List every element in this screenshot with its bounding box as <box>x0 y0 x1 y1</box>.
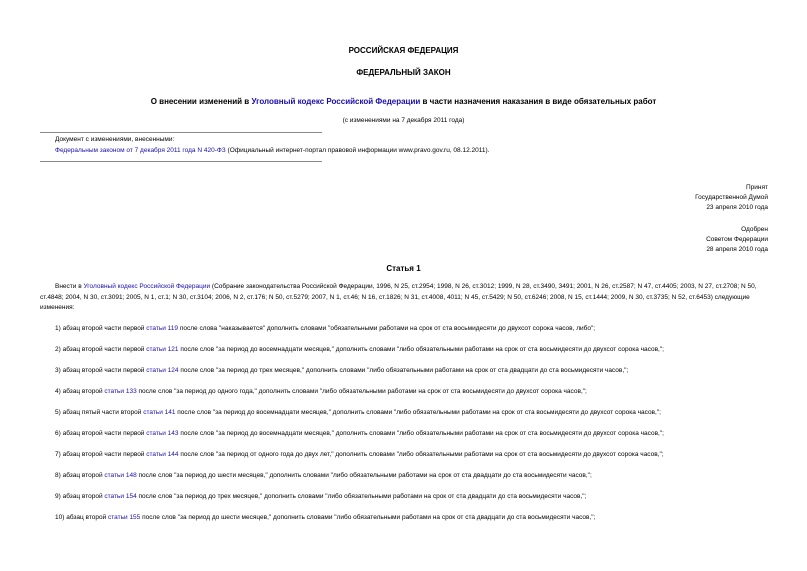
item-10 <box>55 514 595 521</box>
item-5-pre: 5) абзац пятый части второй <box>55 409 144 416</box>
adopted-body: Государственной Думой <box>695 194 768 201</box>
item-1-pre: 1) абзац второй части первой <box>55 325 147 332</box>
adopted-block <box>695 183 768 213</box>
item-6-pre: 6) абзац второй части первой <box>55 430 147 437</box>
article-title: Статья 1 <box>386 264 421 273</box>
law-title <box>0 97 807 106</box>
item-9-post: после слов "за период до трех месяцев," дополнить словами "либо обязательными работами на срок от ста двадцати до ста восьмидесяти часов,"; <box>136 493 587 500</box>
law-title-pre: О внесении изменений в <box>150 97 252 106</box>
item-9-pre: 9) абзац второй <box>55 493 105 500</box>
item-3-post: после слов "за период до трех месяцев," дополнить словами "либо обязательными работами на срок от ста двадцати до ста восьмидесяти часов,"; <box>178 367 629 374</box>
item-4 <box>55 388 587 395</box>
item-6-post: после слов "за период до восемнадцати месяцев," дополнить словами "либо обязательными работами на срок от ста восьмидесяти до двухсот сорока часов,"; <box>178 430 664 437</box>
item-5-link[interactable]: статьи 141 <box>143 409 176 416</box>
item-8-post: после слов "за период до шести месяцев," дополнить словами "либо обязательными работами на срок от ста двадцати до ста восьмидесяти часов,"; <box>136 472 592 479</box>
item-7-pre: 7) абзац второй части первой <box>55 451 147 458</box>
item-5 <box>55 409 661 416</box>
item-2-pre: 2) абзац второй части первой <box>55 346 147 353</box>
approved-body: Советом Федерации <box>706 236 768 243</box>
item-6-link[interactable]: статьи 143 <box>146 430 179 437</box>
article-intro <box>40 282 770 314</box>
amended-note: (с изменениями на 7 декабря 2011 года) <box>342 117 465 124</box>
approved-label: Одобрен <box>741 226 768 233</box>
item-7 <box>55 451 664 458</box>
item-2-link[interactable]: статьи 121 <box>146 346 179 353</box>
article-intro-link[interactable]: Уголовный кодекс Российской Федерации <box>83 283 211 290</box>
item-4-pre: 4) абзац второй <box>55 388 105 395</box>
item-8-link[interactable]: статьи 148 <box>104 472 137 479</box>
adopted-date: 23 апреля 2010 года <box>706 204 768 211</box>
article-intro-pre: Внести в <box>55 283 84 290</box>
item-10-pre: 10) абзац второй <box>55 514 109 521</box>
adopted-label: Принят <box>745 184 768 191</box>
item-3-pre: 3) абзац второй части первой <box>55 367 147 374</box>
note-amendment-rest: (Официальный интернет-портал правовой информации www.pravo.gov.ru, 08.12.2011). <box>225 147 490 154</box>
item-9 <box>55 493 586 500</box>
item-9-link[interactable]: статьи 154 <box>104 493 137 500</box>
item-7-post: после слов "за период от одного года до двух лет," дополнить словами "либо обязательными работами на срок от ста восьмидесяти до двухсот сорока часов,"; <box>178 451 664 458</box>
item-8-pre: 8) абзац второй <box>55 472 105 479</box>
item-6 <box>55 430 664 437</box>
item-3-link[interactable]: статьи 124 <box>146 367 179 374</box>
note-line2 <box>55 147 489 154</box>
item-1 <box>55 325 595 332</box>
country-heading: РОССИЙСКАЯ ФЕДЕРАЦИЯ <box>348 46 459 55</box>
item-3 <box>55 367 628 374</box>
law-title-post: в части назначения наказания в виде обязательных работ <box>420 97 657 106</box>
note-line1: Документ с изменениями, внесенными: <box>55 136 175 143</box>
item-10-link[interactable]: статьи 155 <box>108 514 141 521</box>
item-10-post: после слов "за период до шести месяцев," дополнить словами "либо обязательными работами на срок от ста двадцати до ста восьмидесяти часов,"; <box>140 514 596 521</box>
item-7-link[interactable]: статьи 144 <box>146 451 179 458</box>
item-5-post: после слов "за период до восемнадцати месяцев," дополнить словами "либо обязательными работами на срок от ста восьмидесяти до двухсот сорока часов,"; <box>175 409 661 416</box>
approved-block <box>706 225 768 255</box>
item-2 <box>55 346 664 353</box>
item-2-post: после слов "за период до восемнадцати месяцев," дополнить словами "либо обязательными работами на срок от ста восьмидесяти до двухсот сорока часов,"; <box>178 346 664 353</box>
item-1-post: после слова "наказывается" дополнить словами "обязательными работами на срок от ста восьмидесяти до двухсот сорока часов, либо"; <box>178 325 596 332</box>
article-intro-post: (Собрание законодательства Российской Федерации, 1996, N 25, ст.2954; 1998, N 26, ст.3012; 1999, N 28, ст.3490, 3491; 2001, N 26, ст.2587; N 47, ст.4405; 2003, N 27, ст.2708; N 50, ст.4848; 2004, N 30, ст.3091; 2005, N 1, ст.1; N 30, ст.3104; 2006, N 2, ст.176; N 50, ст.5279; 2007, N 1, ст.46; N 16, ст.1826; N 31, ст.4008, 4011; N 45, ст.5429; N 50, ст.6246; 2008, N 15, ст.1444; 2009, N 30, ст.3735; N 52, ст.6453) следующие изменения: <box>40 283 757 311</box>
item-1-link[interactable]: статьи 119 <box>146 325 179 332</box>
law-title-link[interactable]: Уголовный кодекс Российской Федерации <box>251 97 421 106</box>
note-amendment-link[interactable]: Федеральным законом от 7 декабря 2011 года N 420-ФЗ <box>55 147 226 154</box>
item-8 <box>55 472 592 479</box>
note-top-rule <box>40 132 322 133</box>
note-bottom-rule <box>40 161 322 162</box>
approved-date: 28 апреля 2010 года <box>706 246 768 253</box>
item-4-post: после слов "за период до одного года," дополнить словами "либо обязательными работами на срок от ста восьмидесяти до двухсот сорока часов,"; <box>136 388 587 395</box>
item-4-link[interactable]: статьи 133 <box>104 388 137 395</box>
doc-type-heading: ФЕДЕРАЛЬНЫЙ ЗАКОН <box>356 68 451 77</box>
